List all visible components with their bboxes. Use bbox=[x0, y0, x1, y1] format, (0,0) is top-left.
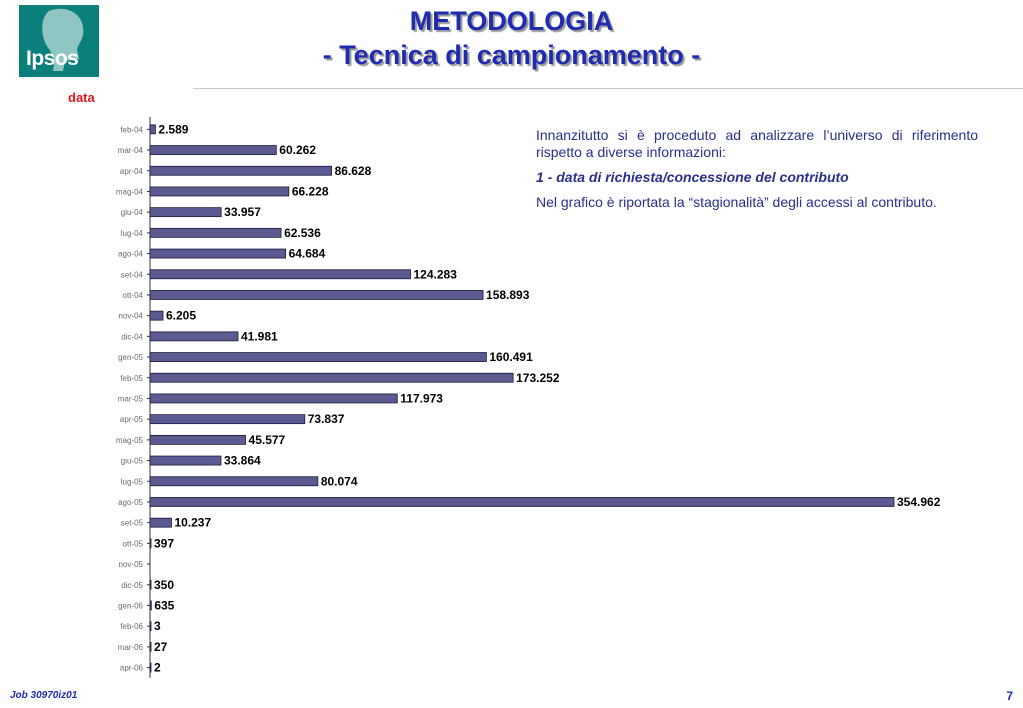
data-label: 33.864 bbox=[223, 453, 261, 468]
data-label: 158.893 bbox=[486, 287, 530, 302]
data-label: 27 bbox=[154, 639, 168, 654]
data-label: 62.536 bbox=[284, 225, 321, 240]
data-label: 354.962 bbox=[897, 494, 941, 509]
category-label: ott-04 bbox=[122, 290, 143, 300]
bar bbox=[150, 187, 289, 196]
bar bbox=[150, 435, 246, 444]
data-label: 350 bbox=[154, 577, 175, 592]
page-subtitle: - Tecnica di campionamento - bbox=[322, 40, 701, 70]
data-label: 160.491 bbox=[489, 350, 533, 365]
category-label: ott-05 bbox=[122, 539, 143, 549]
notes-panel bbox=[536, 127, 978, 219]
data-label: 45.577 bbox=[248, 432, 286, 447]
bar bbox=[150, 415, 305, 424]
category-label: lug-04 bbox=[120, 228, 143, 238]
category-label: dic-04 bbox=[121, 332, 143, 342]
data-label: 33.957 bbox=[224, 205, 261, 220]
data-label: 86.628 bbox=[334, 163, 372, 178]
notes-subtitle: 1 - data di richiesta/concessione del contributo bbox=[536, 169, 849, 185]
bar bbox=[150, 125, 155, 134]
category-label: ago-05 bbox=[118, 497, 143, 507]
data-label: 41.981 bbox=[240, 329, 278, 344]
data-label: 64.684 bbox=[288, 246, 326, 261]
data-label: 2 bbox=[154, 660, 161, 675]
page-number: 7 bbox=[1006, 689, 1013, 703]
category-label: apr-06 bbox=[119, 663, 143, 673]
logo-text: Ipsos bbox=[26, 47, 79, 70]
footer-job-id: Job 30970iz01 bbox=[10, 690, 78, 701]
data-label: 73.837 bbox=[307, 412, 345, 427]
bar bbox=[150, 580, 151, 589]
data-label: 2.589 bbox=[158, 122, 189, 137]
bar bbox=[150, 249, 286, 258]
bar bbox=[150, 228, 281, 237]
category-label: set-04 bbox=[120, 270, 143, 280]
bar bbox=[150, 663, 151, 672]
category-label: mag-05 bbox=[115, 435, 143, 445]
category-label: ago-04 bbox=[118, 249, 143, 259]
bar bbox=[150, 642, 151, 651]
data-label: 117.973 bbox=[400, 391, 443, 406]
bar bbox=[150, 146, 276, 155]
data-label: 66.228 bbox=[291, 184, 329, 199]
category-label: mar-06 bbox=[117, 642, 143, 652]
data-label: 3 bbox=[154, 619, 161, 634]
data-label: 635 bbox=[154, 598, 175, 613]
data-label: 397 bbox=[154, 536, 175, 551]
notes-paragraph-description: Nel grafico è riportata la “stagionalità” degli accessi al contributo. bbox=[536, 194, 937, 210]
bar bbox=[150, 477, 318, 486]
category-label: mar-04 bbox=[117, 146, 143, 156]
bar bbox=[150, 373, 513, 382]
category-label: giu-04 bbox=[120, 208, 143, 218]
category-label: gen-06 bbox=[118, 601, 143, 611]
category-label: lug-05 bbox=[120, 477, 143, 487]
data-label: 6.205 bbox=[166, 308, 197, 323]
category-label: feb-06 bbox=[120, 622, 143, 632]
category-label: mar-05 bbox=[117, 394, 143, 404]
category-label: mag-04 bbox=[115, 187, 143, 197]
data-label: 10.237 bbox=[174, 515, 212, 530]
data-label: 124.283 bbox=[413, 267, 457, 282]
notes-paragraph-intro: Innanzitutto si è proceduto ad analizzare l’universo di riferimento rispetto a diverse informazioni: bbox=[536, 127, 978, 160]
category-label: apr-05 bbox=[119, 415, 143, 425]
bar bbox=[150, 497, 894, 506]
category-label: set-05 bbox=[120, 518, 143, 528]
bar bbox=[150, 539, 151, 548]
category-label: giu-05 bbox=[120, 456, 143, 466]
bar bbox=[150, 601, 151, 610]
section-tag: data bbox=[68, 90, 95, 105]
category-label: gen-05 bbox=[118, 353, 143, 363]
data-label: 80.074 bbox=[320, 474, 358, 489]
header-divider bbox=[193, 88, 1023, 89]
bar bbox=[150, 166, 332, 175]
category-label: feb-04 bbox=[120, 125, 143, 135]
category-label: nov-05 bbox=[118, 560, 143, 570]
bar bbox=[150, 208, 221, 217]
category-label: apr-04 bbox=[119, 166, 143, 176]
bar bbox=[150, 332, 238, 341]
bar bbox=[150, 311, 163, 320]
bar bbox=[150, 290, 483, 299]
bar bbox=[150, 270, 410, 279]
category-label: dic-05 bbox=[121, 580, 143, 590]
bar bbox=[150, 456, 221, 465]
data-label: 60.262 bbox=[279, 143, 317, 158]
page-title: METODOLOGIA bbox=[409, 6, 614, 36]
bar bbox=[150, 353, 486, 362]
bar bbox=[150, 622, 151, 631]
category-label: feb-05 bbox=[120, 373, 143, 383]
category-label: nov-04 bbox=[118, 311, 143, 321]
bar bbox=[150, 394, 397, 403]
bar bbox=[150, 518, 171, 527]
data-label: 173.252 bbox=[516, 370, 560, 385]
